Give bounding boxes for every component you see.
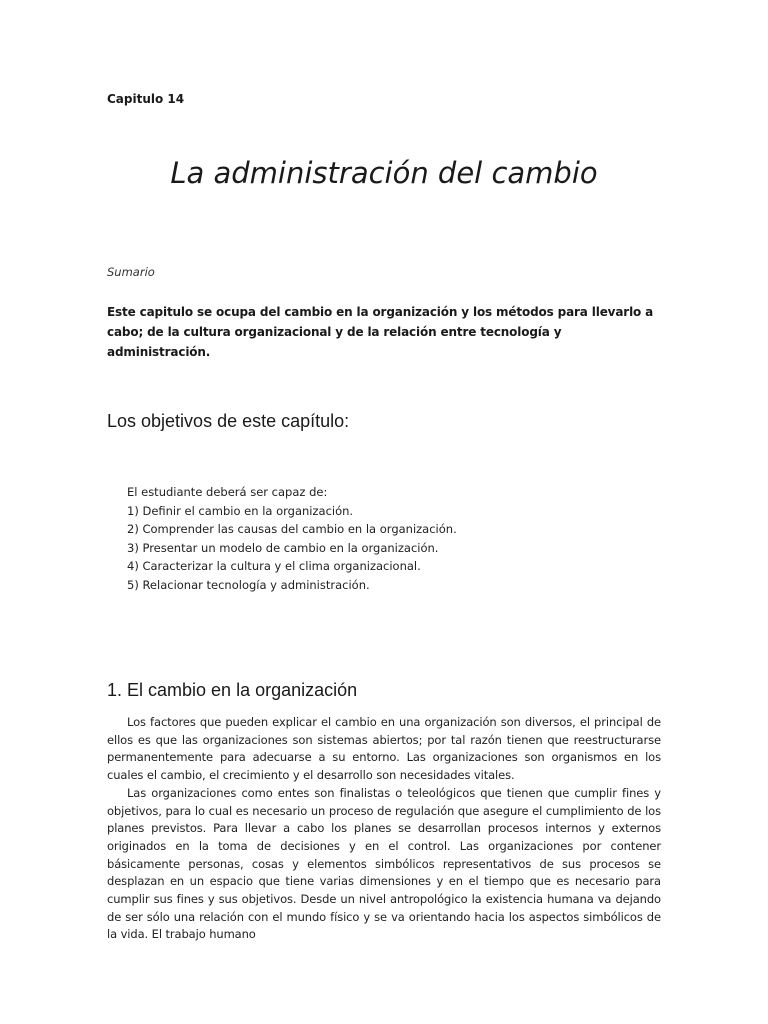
section-heading: 1. El cambio en la organización [107,680,358,700]
summary-label: Sumario [107,265,155,279]
chapter-label: Capitulo 14 [107,92,185,106]
objective-item: 3) Presentar un modelo de cambio en la organización. [127,540,439,555]
summary-text: Este capitulo se ocupa del cambio en la organización y los métodos para llevarlo a cabo; de la cultura organizacional y de la relación entre tecnología y administración. [107,305,654,359]
objectives-heading: Los objetivos de este capítulo: [107,411,350,431]
body-paragraph: Los factores que pueden explicar el cambio en una organización son diversos, el principal de ellos es que las organizaciones son sistemas abiertos; por tal razón tienen que reestructurarse permanentemente para adecuarse a su entorno. Las organizaciones son organismos en los cuales el cambio, el crecimiento y el desarrollo son necesidades vitales. [107,715,661,783]
objective-item: 5) Relacionar tecnología y administración. [127,577,370,592]
chapter-title: La administración del cambio [170,156,598,190]
objective-item: 1) Definir el cambio en la organización. [127,503,354,518]
body-paragraph: Las organizaciones como entes son finalistas o teleológicos que tienen que cumplir fines y objetivos, para lo cual es necesario un proceso de regulación que asegure el cumplimiento de los planes previstos. Para llevar a cabo los planes se desarrollan procesos internos y externos originados en la toma de decisiones y en el control. Las organizaciones por contener básicamente personas, cosas y elementos simbólicos representativos de sus procesos se desplazan en un espacio que tiene varias dimensiones y en el tiempo que es necesario para cumplir sus fines y sus objetivos. Desde un nivel antropológico la existencia humana va dejando de ser sólo una relación con el mundo físico y se va orientando hacia los aspectos simbólicos de la vida. El trabajo humano [107,785,661,942]
objective-item: 2) Comprender las causas del cambio en la organización. [127,522,457,536]
objectives-list [127,483,457,594]
objective-item: 4) Caracterizar la cultura y el clima organizacional. [127,559,421,573]
objectives-intro: El estudiante deberá ser capaz de: [127,485,328,499]
section-body [107,714,661,944]
